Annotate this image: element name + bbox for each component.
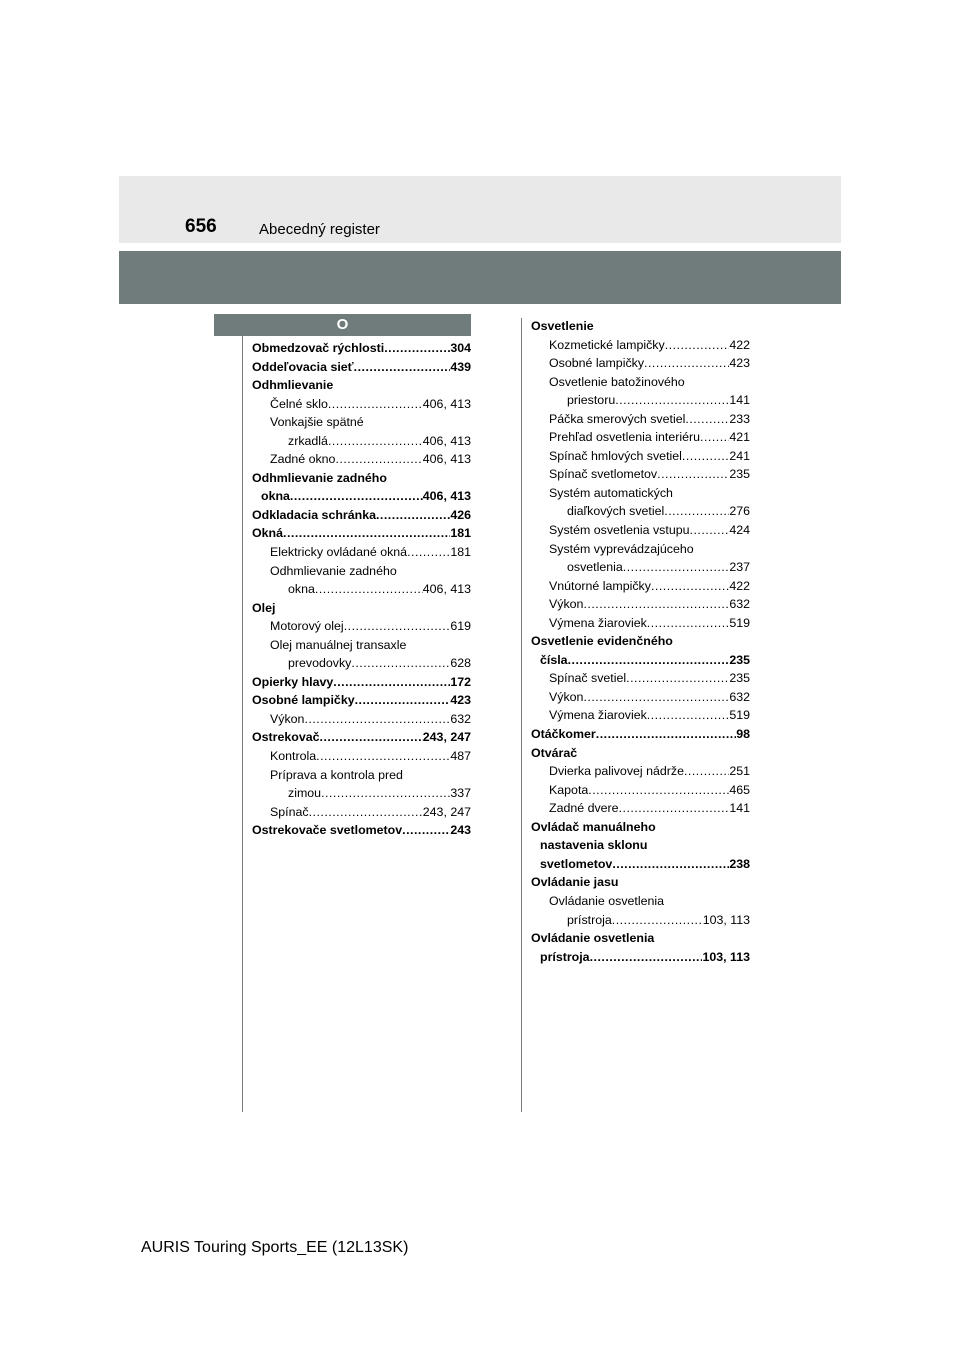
index-entry <box>252 524 471 543</box>
entry-pages: 141 <box>729 393 750 408</box>
entry-pages: 337 <box>450 786 471 801</box>
index-entry <box>531 948 750 967</box>
entry-term: Výmena žiaroviek <box>549 708 647 723</box>
index-entry <box>531 502 750 521</box>
dot-leader <box>354 358 451 377</box>
entry-term: prístroja <box>540 949 590 964</box>
dot-leader <box>596 725 736 744</box>
entry-term: Výkon <box>549 689 584 704</box>
dot-leader <box>583 688 729 707</box>
index-entry <box>252 636 471 655</box>
dot-leader <box>612 911 703 930</box>
index-entry <box>531 428 750 447</box>
index-entry <box>252 766 471 785</box>
entry-term: svetlometov <box>540 856 613 871</box>
entry-pages: 235 <box>729 652 750 667</box>
entry-term: okna <box>288 582 315 597</box>
letter-heading: O <box>214 314 471 336</box>
entry-pages: 241 <box>729 448 750 463</box>
index-entry <box>252 450 471 469</box>
entry-term: Spínač svetlometov <box>549 467 658 482</box>
index-entry <box>252 487 471 506</box>
dot-leader <box>665 336 730 355</box>
entry-term: Ostrekovač <box>252 730 320 745</box>
index-entry <box>252 654 471 673</box>
entry-pages: 421 <box>729 430 750 445</box>
index-entry <box>531 873 750 892</box>
index-entry <box>531 762 750 781</box>
entry-pages: 243, 247 <box>422 804 471 819</box>
index-entry <box>531 336 750 355</box>
entry-term: Kozmetické lampičky <box>549 337 665 352</box>
dot-leader <box>351 654 450 673</box>
entry-term: Otvárač <box>531 745 578 760</box>
entry-pages: 487 <box>450 749 471 764</box>
entry-term: prevodovky <box>288 656 352 671</box>
index-entry <box>252 710 471 729</box>
entry-pages: 628 <box>450 656 471 671</box>
entry-term: Spínač svetiel <box>549 671 627 686</box>
entry-pages: 632 <box>729 597 750 612</box>
entry-term: Zadné dvere <box>549 801 619 816</box>
index-column-left <box>252 339 471 840</box>
entry-term: Osobné lampičky <box>252 693 355 708</box>
dot-leader <box>316 747 450 766</box>
index-entry <box>531 725 750 744</box>
dot-leader <box>700 428 729 447</box>
entry-term: Olej manuálnej transaxle <box>270 637 407 652</box>
index-entry <box>531 354 750 373</box>
entry-term: Odkladacia schránka <box>252 507 376 522</box>
dot-leader <box>384 339 450 358</box>
entry-term: prístroja <box>567 912 612 927</box>
dot-leader <box>320 728 423 747</box>
entry-term: Zadné okno <box>270 452 336 467</box>
index-entry <box>252 803 471 822</box>
dot-leader <box>304 710 450 729</box>
entry-term: Opierky hlavy <box>252 674 334 689</box>
index-entry <box>531 577 750 596</box>
entry-term: Oddeľovacia sieť <box>252 359 354 374</box>
entry-pages: 235 <box>729 467 750 482</box>
dot-leader <box>647 706 730 725</box>
dot-leader <box>290 487 423 506</box>
entry-term: Prehľad osvetlenia interiéru <box>549 430 701 445</box>
index-entry <box>252 506 471 525</box>
dot-leader <box>321 784 450 803</box>
entry-term: Odhmlievanie zadného <box>252 470 387 485</box>
index-entry <box>252 562 471 581</box>
entry-pages: 235 <box>729 671 750 686</box>
entry-term: Olej <box>252 600 276 615</box>
index-entry <box>252 358 471 377</box>
entry-term: Dvierka palivovej nádrže <box>549 764 684 779</box>
index-entry <box>531 595 750 614</box>
dot-leader <box>588 781 729 800</box>
entry-pages: 98 <box>736 727 750 742</box>
dot-leader <box>376 506 450 525</box>
dot-leader <box>402 821 450 840</box>
index-entry <box>531 855 750 874</box>
entry-term: Výmena žiaroviek <box>549 615 647 630</box>
entry-pages: 172 <box>450 674 471 689</box>
entry-term: diaľkových svetiel <box>567 504 665 519</box>
entry-term: Spínač <box>270 804 309 819</box>
entry-term: Obmedzovač rýchlosti <box>252 341 385 355</box>
entry-term: Okná <box>252 526 283 541</box>
entry-term: Ovládanie osvetlenia <box>549 893 665 908</box>
entry-term: Výkon <box>270 711 305 726</box>
entry-term: Ovládanie osvetlenia <box>531 931 655 946</box>
entry-pages: 439 <box>450 359 471 374</box>
entry-pages: 406, 413 <box>422 582 471 597</box>
dot-leader <box>647 614 730 633</box>
index-entry <box>252 673 471 692</box>
index-entry <box>252 728 471 747</box>
entry-pages: 181 <box>450 526 471 541</box>
entry-pages: 423 <box>729 356 750 371</box>
dot-leader <box>309 803 423 822</box>
dot-leader <box>407 543 450 562</box>
section-title: Abecedný register <box>259 221 380 238</box>
entry-term: Motorový olej <box>270 619 344 634</box>
index-entry <box>531 632 750 651</box>
dot-leader <box>328 395 423 414</box>
dot-leader <box>619 799 730 818</box>
entry-term: Osobné lampičky <box>549 356 645 371</box>
entry-pages: 238 <box>729 856 750 871</box>
entry-term: Odhmlievanie zadného <box>270 563 397 578</box>
entry-pages: 519 <box>729 708 750 723</box>
entry-pages: 103, 113 <box>702 912 750 927</box>
entry-pages: 423 <box>450 693 471 708</box>
entry-pages: 422 <box>729 337 750 352</box>
entry-pages: 465 <box>729 782 750 797</box>
footer-model: AURIS Touring Sports_EE (12L13SK) <box>141 1239 409 1256</box>
dot-leader <box>590 948 703 967</box>
index-entry <box>531 410 750 429</box>
page-number: 656 <box>185 216 217 237</box>
dot-leader <box>682 447 729 466</box>
entry-term: Osvetlenie <box>531 319 594 333</box>
entry-pages: 406, 413 <box>422 489 471 504</box>
index-entry <box>531 521 750 540</box>
entry-term: zimou <box>288 786 322 801</box>
entry-term: priestoru <box>567 393 616 408</box>
dot-leader <box>626 669 729 688</box>
entry-term: Ostrekovače svetlometov <box>252 823 403 838</box>
entry-pages: 426 <box>450 507 471 522</box>
entry-term: Otáčkomer <box>531 727 596 742</box>
entry-pages: 237 <box>729 560 750 575</box>
dot-leader <box>664 502 729 521</box>
entry-term: Spínač hmlových svetiel <box>549 448 682 463</box>
entry-term: Systém osvetlenia vstupu <box>549 523 690 538</box>
entry-term: osvetlenia <box>567 560 623 575</box>
dot-leader <box>657 465 729 484</box>
index-entry <box>252 747 471 766</box>
index-entry <box>531 799 750 818</box>
entry-pages: 424 <box>729 523 750 538</box>
entry-pages: 406, 413 <box>422 396 471 411</box>
entry-term: Kontrola <box>270 749 317 764</box>
entry-pages: 243 <box>450 823 471 838</box>
dot-leader <box>651 577 729 596</box>
dot-leader <box>644 354 729 373</box>
entry-pages: 632 <box>450 711 471 726</box>
entry-pages: 304 <box>450 341 471 355</box>
entry-pages: 181 <box>450 545 471 560</box>
dot-leader <box>612 855 729 874</box>
dot-leader <box>690 521 730 540</box>
index-entry <box>531 688 750 707</box>
entry-pages: 141 <box>729 801 750 816</box>
index-entry <box>531 651 750 670</box>
entry-term: Vnútorné lampičky <box>549 578 651 593</box>
header-band <box>119 176 841 243</box>
entry-term: Systém vyprevádzajúceho <box>549 541 694 556</box>
header-dark-band <box>119 251 841 304</box>
index-entry <box>531 892 750 911</box>
index-entry <box>252 599 471 618</box>
index-entry <box>531 744 750 763</box>
index-entry <box>252 821 471 840</box>
index-entry <box>531 929 750 948</box>
dot-leader <box>333 673 450 692</box>
entry-pages: 406, 413 <box>422 452 471 467</box>
dot-leader <box>568 651 730 670</box>
index-entry <box>531 706 750 725</box>
index-entry <box>252 543 471 562</box>
index-entry <box>531 317 750 336</box>
dot-leader <box>335 450 422 469</box>
dot-leader <box>328 432 423 451</box>
entry-pages: 406, 413 <box>422 433 471 448</box>
entry-pages: 251 <box>729 764 750 779</box>
entry-term: Kapota <box>549 782 589 797</box>
entry-term: Vonkajšie spätné <box>270 415 364 430</box>
entry-pages: 243, 247 <box>422 730 471 745</box>
entry-term: Ovládanie jasu <box>531 875 619 890</box>
index-entry <box>252 617 471 636</box>
entry-pages: 422 <box>729 578 750 593</box>
index-entry <box>531 818 750 837</box>
index-entry <box>252 395 471 414</box>
left-column-rule <box>242 336 243 1112</box>
dot-leader <box>583 595 729 614</box>
entry-term: Elektricky ovládané okná <box>270 545 408 560</box>
entry-term: Odhmlievanie <box>252 378 334 393</box>
right-column-rule <box>521 318 522 1112</box>
index-entry <box>252 469 471 488</box>
entry-term: zrkadlá <box>288 433 328 448</box>
index-entry <box>252 376 471 395</box>
index-entry <box>531 484 750 503</box>
index-entry <box>252 580 471 599</box>
index-entry <box>531 465 750 484</box>
dot-leader <box>685 410 729 429</box>
index-entry <box>531 836 750 855</box>
dot-leader <box>355 691 451 710</box>
entry-term: Osvetlenie batožinového <box>549 374 685 389</box>
dot-leader <box>283 524 450 543</box>
index-column-right <box>531 317 750 966</box>
index-entry <box>531 447 750 466</box>
entry-term: Ovládač manuálneho <box>531 819 656 834</box>
index-entry <box>531 391 750 410</box>
entry-pages: 103, 113 <box>702 949 750 964</box>
index-entry <box>531 911 750 930</box>
index-entry <box>252 413 471 432</box>
entry-term: Príprava a kontrola pred <box>270 767 403 782</box>
entry-pages: 619 <box>450 619 471 634</box>
entry-term: Osvetlenie evidenčného <box>531 634 673 649</box>
index-entry <box>252 432 471 451</box>
entry-term: okna <box>261 489 290 504</box>
entry-pages: 632 <box>729 689 750 704</box>
index-entry <box>252 784 471 803</box>
entry-term: Čelné sklo <box>270 396 328 411</box>
entry-term: Páčka smerových svetiel <box>549 411 686 426</box>
entry-term: Systém automatických <box>549 485 673 500</box>
entry-term: čísla <box>540 652 568 667</box>
dot-leader <box>684 762 729 781</box>
entry-pages: 233 <box>729 411 750 426</box>
index-entry <box>531 614 750 633</box>
entry-term: nastavenia sklonu <box>540 838 648 853</box>
index-entry <box>531 669 750 688</box>
index-entry <box>252 339 471 358</box>
index-entry <box>531 540 750 559</box>
dot-leader <box>615 391 729 410</box>
index-entry <box>252 691 471 710</box>
entry-pages: 276 <box>729 504 750 519</box>
index-entry <box>531 373 750 392</box>
index-entry <box>531 781 750 800</box>
entry-term: Výkon <box>549 597 584 612</box>
dot-leader <box>344 617 451 636</box>
index-entry <box>531 558 750 577</box>
dot-leader <box>623 558 730 577</box>
dot-leader <box>315 580 423 599</box>
entry-pages: 519 <box>729 615 750 630</box>
